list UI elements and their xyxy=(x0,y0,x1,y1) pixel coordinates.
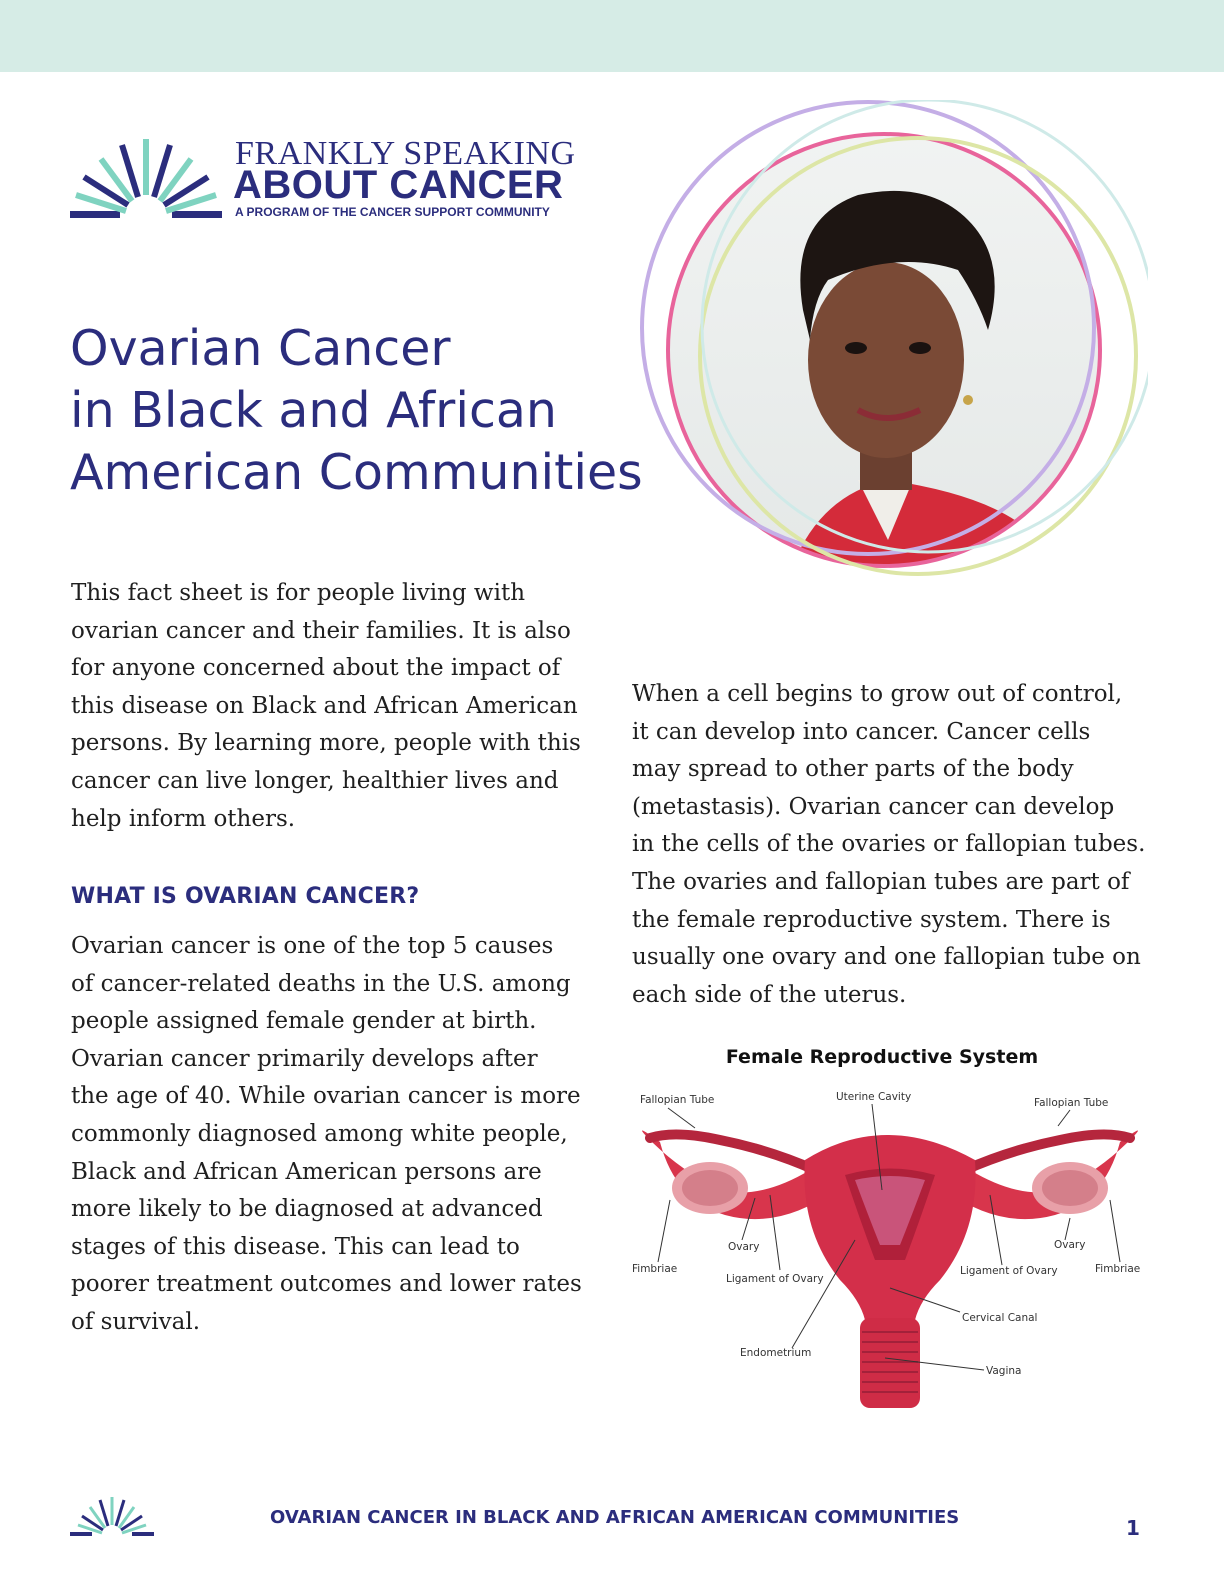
logo-tagline: A PROGRAM OF THE CANCER SUPPORT COMMUNITY xyxy=(235,205,550,219)
explanation-line: The ovaries and fallopian tubes are part of xyxy=(632,868,1130,895)
label-ovary-right: Ovary xyxy=(1054,1239,1086,1251)
intro-line: for anyone concerned about the impact of xyxy=(71,655,561,682)
label-cervical-canal: Cervical Canal xyxy=(962,1312,1038,1324)
title-line: American Communities xyxy=(70,444,643,501)
definition-line: stages of this disease. This can lead to xyxy=(71,1233,520,1260)
page-title xyxy=(70,318,643,504)
label-endometrium: Endometrium xyxy=(740,1347,812,1359)
definition-line: Ovarian cancer is one of the top 5 causes xyxy=(71,933,554,959)
portrait-photo xyxy=(628,100,1148,620)
title-line: Ovarian Cancer xyxy=(70,320,451,377)
explanation-line: (metastasis). Ovarian cancer can develop xyxy=(632,793,1115,820)
intro-line: persons. By learning more, people with this xyxy=(71,730,581,757)
intro-line: this disease on Black and African American xyxy=(71,692,578,719)
label-fallopian-tube-left: Fallopian Tube xyxy=(640,1094,715,1106)
label-fallopian-tube-right: Fallopian Tube xyxy=(1034,1097,1109,1109)
footer-sunburst-icon xyxy=(70,1496,156,1540)
explanation-line: in the cells of the ovaries or fallopian tubes. xyxy=(632,831,1146,858)
footer-title: OVARIAN CANCER IN BLACK AND AFRICAN AMERICAN COMMUNITIES xyxy=(270,1507,960,1528)
sunburst-logo-icon xyxy=(70,135,230,225)
header-band xyxy=(0,0,1224,72)
definition-line: of cancer-related deaths in the U.S. among xyxy=(71,970,571,997)
definition-line: commonly diagnosed among white people, xyxy=(71,1120,568,1147)
label-uterine-cavity: Uterine Cavity xyxy=(836,1091,912,1103)
definition-line: the age of 40. While ovarian cancer is more xyxy=(71,1083,581,1110)
label-fimbriae-right: Fimbriae xyxy=(1095,1263,1141,1275)
program-logo xyxy=(70,135,590,225)
explanation-line: usually one ovary and one fallopian tube on xyxy=(632,944,1141,971)
explanation-line: it can develop into cancer. Cancer cells xyxy=(632,718,1091,745)
diagram-title: Female Reproductive System xyxy=(725,1046,1039,1068)
definition-line: Ovarian cancer primarily develops after xyxy=(71,1045,538,1072)
definition-line: of survival. xyxy=(71,1308,201,1335)
explanation-line: When a cell begins to grow out of control, xyxy=(632,681,1123,707)
definition-line: people assigned female gender at birth. xyxy=(71,1008,537,1035)
label-fimbriae-left: Fimbriae xyxy=(632,1263,678,1275)
title-line: in Black and African xyxy=(70,382,557,439)
label-vagina: Vagina xyxy=(986,1365,1022,1377)
definition-line: Black and African American persons are xyxy=(71,1158,542,1185)
intro-line: This fact sheet is for people living with xyxy=(71,580,526,606)
definition-line: poorer treatment outcomes and lower rates xyxy=(71,1271,582,1298)
definition-paragraph xyxy=(71,928,582,1342)
explanation-line: may spread to other parts of the body xyxy=(632,756,1074,783)
label-ovary-left: Ovary xyxy=(728,1241,760,1253)
explanation-line: the female reproductive system. There is xyxy=(632,906,1111,933)
definition-line: more likely to be diagnosed at advanced xyxy=(71,1196,543,1223)
explanation-paragraph xyxy=(632,676,1145,1014)
intro-line: cancer can live longer, healthier lives and xyxy=(71,767,559,794)
intro-paragraph xyxy=(71,575,581,838)
label-ligament-of-ovary-left: Ligament of Ovary xyxy=(726,1273,824,1285)
section-heading: WHAT IS OVARIAN CANCER? xyxy=(71,884,420,909)
label-ligament-of-ovary-right: Ligament of Ovary xyxy=(960,1265,1058,1277)
explanation-line: each side of the uterus. xyxy=(632,981,907,1008)
logo-line-1: FRANKLY SPEAKING xyxy=(235,135,576,172)
page-number: 1 xyxy=(1126,1516,1140,1540)
reproductive-system-diagram xyxy=(620,1080,1160,1420)
intro-line: help inform others. xyxy=(71,805,296,832)
logo-line-2: ABOUT CANCER xyxy=(233,163,564,207)
intro-line: ovarian cancer and their families. It is also xyxy=(71,617,571,644)
